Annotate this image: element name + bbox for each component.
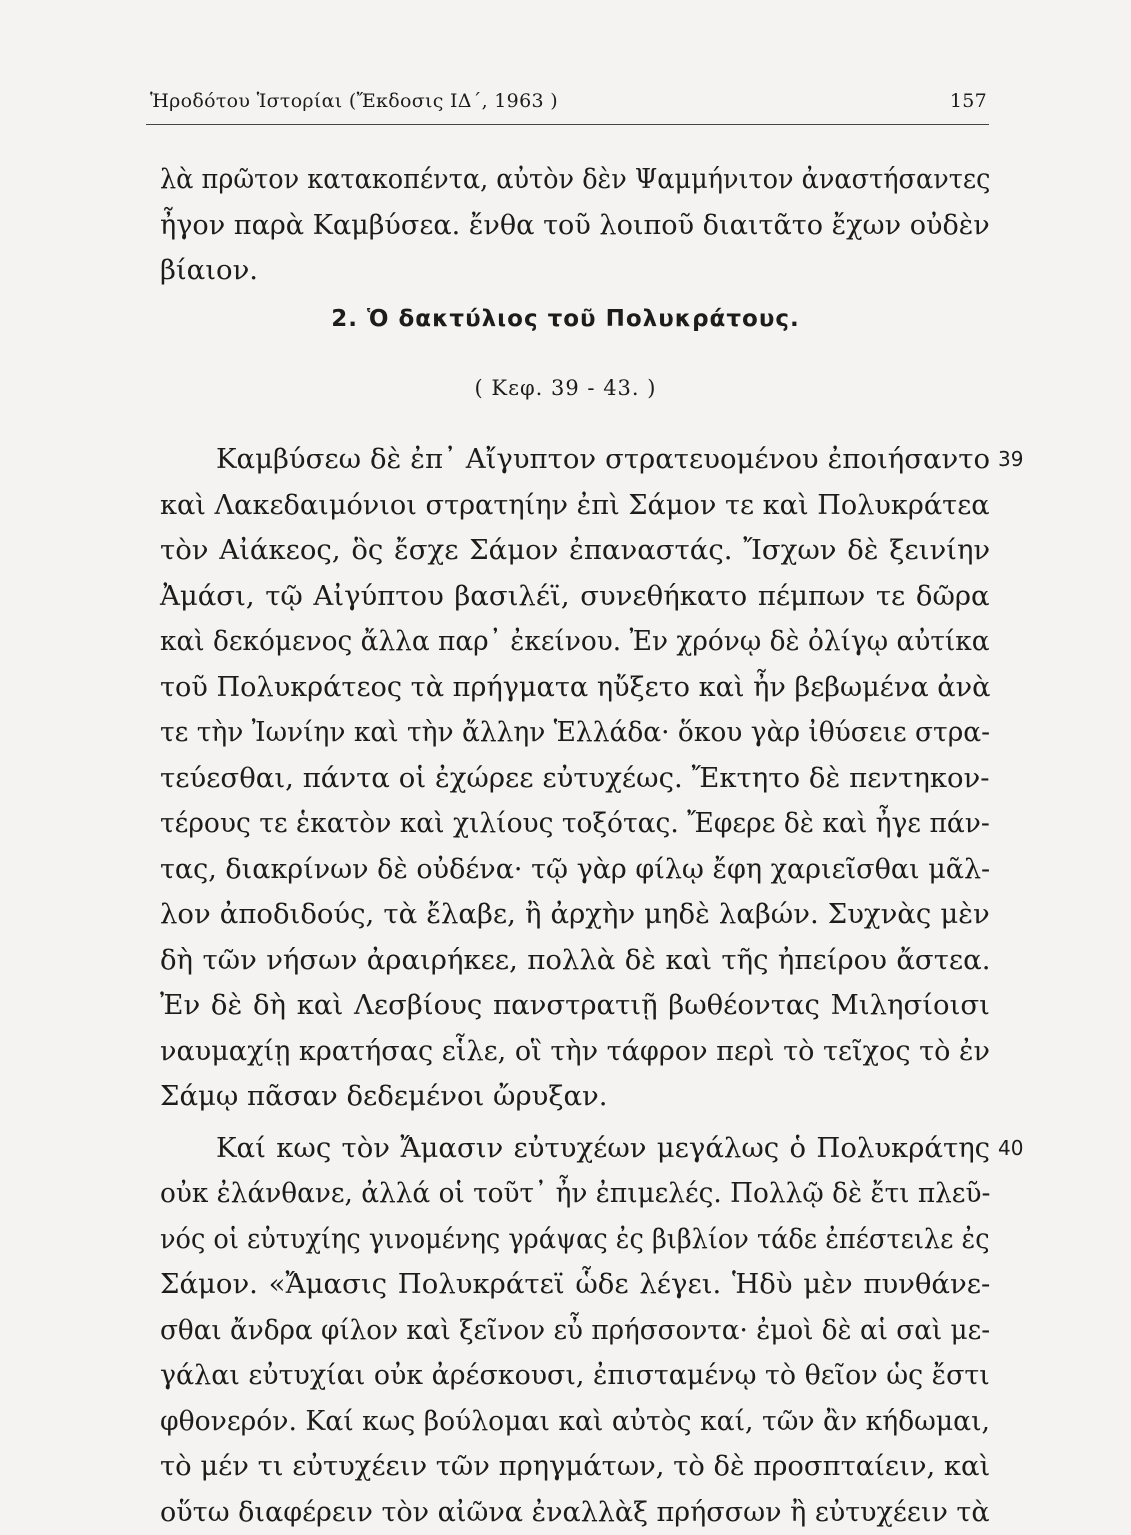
section-title: 2. Ὁ δακτύλιος τοῦ Πολυκράτους. [331,306,800,332]
text-line: οὐκ ἐλάνθανε, ἀλλά οἱ τοῦτ᾽ ἦν ἐπιμελές. Πολλῷ δὲ ἔτι πλεῦ- [160,1177,991,1209]
text-line: δὴ τῶν νήσων ἀραιρήκεε, πολλὰ δὲ καὶ τῆς ἠπείρου ἄστεα. [160,944,991,976]
text-line: ἦγον παρὰ Καμβύσεα. ἔνθα τοῦ λοιποῦ διαιτᾶτο ἔχων οὐδὲν [160,209,990,241]
text-line: Ἐν δὲ δὴ καὶ Λεσβίους πανστρατιῇ βωθέοντας Μιλησίοισι [160,989,990,1021]
margin-number-40: 40 [998,1136,1024,1160]
text-line: τέρους τε ἑκατὸν καὶ χιλίους τοξότας. Ἔφερε δὲ καὶ ἦγε πάν- [160,807,990,839]
text-line: Σάμον. «Ἄμασις Πολυκράτεϊ ὧδε λέγει. Ἡδὺ μὲν πυνθάνε- [160,1268,991,1300]
text-line: τὸν Αἰάκεος, ὃς ἔσχε Σάμον ἐπαναστάς. Ἴσχων δὲ ξεινίην [160,534,991,566]
text-line: λὰ πρῶτον κατακοπέντα, αὐτὸν δὲν Ψαμμήνιτον ἀναστήσαντες [160,163,991,195]
margin-number-39: 39 [998,447,1024,471]
text-line: τὸ μέν τι εὐτυχέειν τῶν πρηγμάτων, τὸ δὲ προσπταίειν, καὶ [160,1450,991,1482]
text-line: λον ἀποδιδούς, τὰ ἔλαβε, ἢ ἀρχὴν μηδὲ λαβών. Συχνὰς μὲν [160,898,990,930]
text-line: οὕτω διαφέρειν τὸν αἰῶνα ἐναλλὰξ πρήσσων ἢ εὐτυχέειν τὰ [160,1496,990,1528]
running-title: Ἡροδότου Ἱστορίαι (Ἔκδοσις ΙΔ΄, 1963 ) [150,90,558,112]
text-line: τεύεσθαι, πάντα οἱ ἐχώρεε εὐτυχέως. Ἔκτητο δὲ πεντηκον- [160,762,990,794]
running-header [146,88,989,118]
text-line: τοῦ Πολυκράτεος τὰ πρήγματα ηὔξετο καὶ ἦν βεβωμένα ἀνὰ [160,671,991,703]
chapter-reference: ( Κεφ. 39 - 43. ) [474,376,657,400]
text-line: Καί κως τὸν Ἄμασιν εὐτυχέων μεγάλως ὁ Πολυκράτης [216,1132,991,1164]
text-line: καὶ Λακεδαιμόνιοι στρατηίην ἐπὶ Σάμον τε καὶ Πολυκράτεα [160,489,990,521]
text-line: τε τὴν Ἰωνίην καὶ τὴν ἄλλην Ἑλλάδα· ὅκου γὰρ ἰθύσειε στρα- [160,716,991,748]
text-line: καὶ δεκόμενος ἄλλα παρ᾽ ἐκείνου. Ἐν χρόνῳ δὲ ὀλίγῳ αὐτίκα [160,625,990,657]
text-line: Σάμῳ πᾶσαν δεδεμένοι ὤρυξαν. [160,1080,608,1112]
text-line: νός οἱ εὐτυχίης γινομένης γράψας ἐς βιβλίον τάδε ἐπέστειλε ἐς [160,1223,990,1255]
page-number: 157 [949,90,987,112]
text-line: Ἀμάσι, τῷ Αἰγύπτου βασιλέϊ, συνεθήκατο πέμπων τε δῶρα [160,580,990,612]
text-line: τας, διακρίνων δὲ οὐδένα· τῷ γὰρ φίλῳ ἔφη χαριεῖσθαι μᾶλ- [160,853,991,885]
text-line: σθαι ἄνδρα φίλον καὶ ξεῖνον εὖ πρήσσοντα· ἐμοὶ δὲ αἱ σαὶ με- [160,1314,991,1346]
text-line: Καμβύσεω δὲ ἐπ᾽ Αἴγυπτον στρατευομένου ἐποιήσαντο [216,443,991,475]
text-line: γάλαι εὐτυχίαι οὐκ ἀρέσκουσι, ἐπισταμένῳ τὸ θεῖον ὡς ἔστι [160,1359,990,1391]
text-line: βίαιον. [160,254,259,286]
text-line: φθονερόν. Καί κως βούλομαι καὶ αὐτὸς καί, τῶν ἂν κήδωμαι, [160,1405,991,1437]
text-line: ναυμαχίῃ κρατήσας εἷλε, οἳ τὴν τάφρον περὶ τὸ τεῖχος τὸ ἐν [160,1035,990,1067]
header-rule [146,124,989,125]
